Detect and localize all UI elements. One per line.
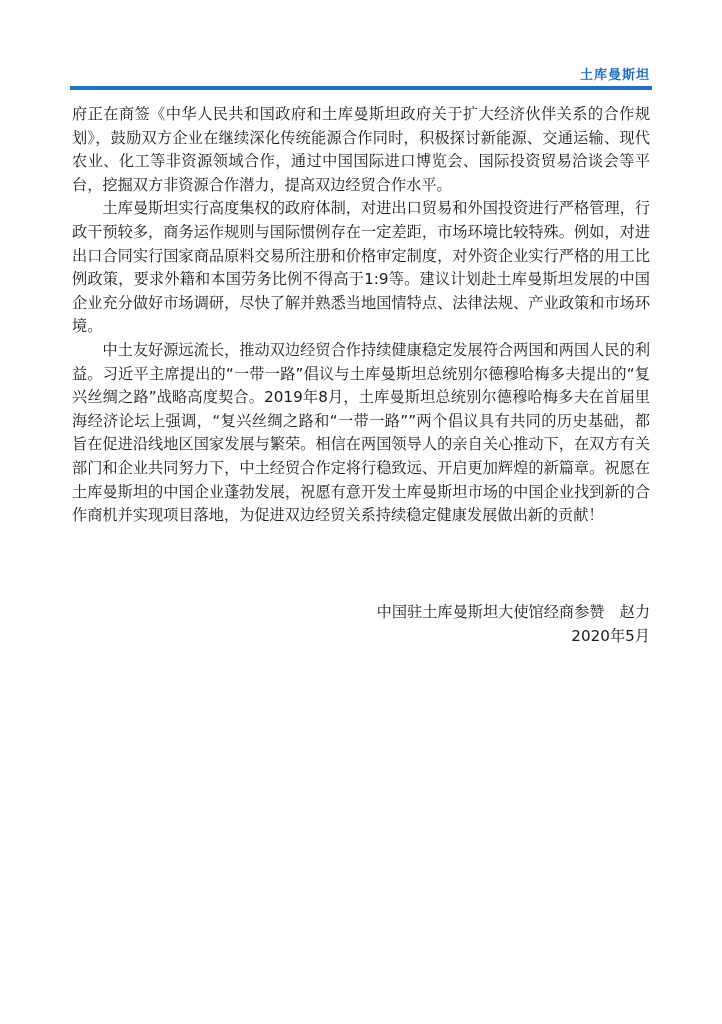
paragraph: 土库曼斯坦实行高度集权的政府体制，对进出口贸易和外国投资进行严格管理，行政干预较多，商务运作规则与国际惯例存在一定差距，市场环境比较特殊。例如，对进出口合同实行国家商品原料交易所注册和价格审定制度，对外资企业实行严格的用工比例政策，要求外籍和本国劳务比例不得高于1:9等。建议计划赴土库曼斯坦发展的中国企业充分做好市场调研，尽快了解并熟悉当地国情特点、法律法规、产业政策和市场环境。	[72, 199, 650, 336]
header-rule	[70, 86, 652, 90]
signature-author: 中国驻土库曼斯坦大使馆经商参赞 赵力	[376, 603, 650, 621]
paragraph: 中土友好源远流长，推动双边经贸合作持续健康稳定发展符合两国和两国人民的利益。习近平主席提出的“一带一路”倡议与土库曼斯坦总统别尔德穆哈梅多夫提出的“复兴丝绸之路”战略高度契合。2019年8月，土库曼斯坦总统别尔德穆哈梅多夫在首届里海经济论坛上强调，“复兴丝绸之路和“一带一路””两个倡议具有共同的历史基础，都旨在促进沿线地区国家发展与繁荣。相信在两国领导人的亲自关心推动下，在双方有关部门和企业共同努力下，中土经贸合作定将行稳致远、开启更加辉煌的新篇章。祝愿在土库曼斯坦的中国企业蓬勃发展，祝愿有意开发土库曼斯坦市场的中国企业找到新的合作商机并实现项目落地，为促进双边经贸关系持续稳定健康发展做出新的贡献！	[72, 340, 650, 525]
signature-block	[377, 600, 650, 648]
signature-date: 2020年5月	[571, 627, 650, 645]
paragraph-continued: 府正在商签《中华人民共和国政府和土库曼斯坦政府关于扩大经济伙伴关系的合作规划》，鼓励双方企业在继续深化传统能源合作同时，积极探讨新能源、交通运输、现代农业、化工等非资源领域合作，通过中国国际进口博览会、国际投资贸易洽谈会等平台，挖掘双方非资源合作潜力，提高双边经贸合作水平。	[72, 105, 650, 194]
body-text	[72, 103, 650, 528]
running-header-title: 土库曼斯坦	[579, 68, 650, 83]
